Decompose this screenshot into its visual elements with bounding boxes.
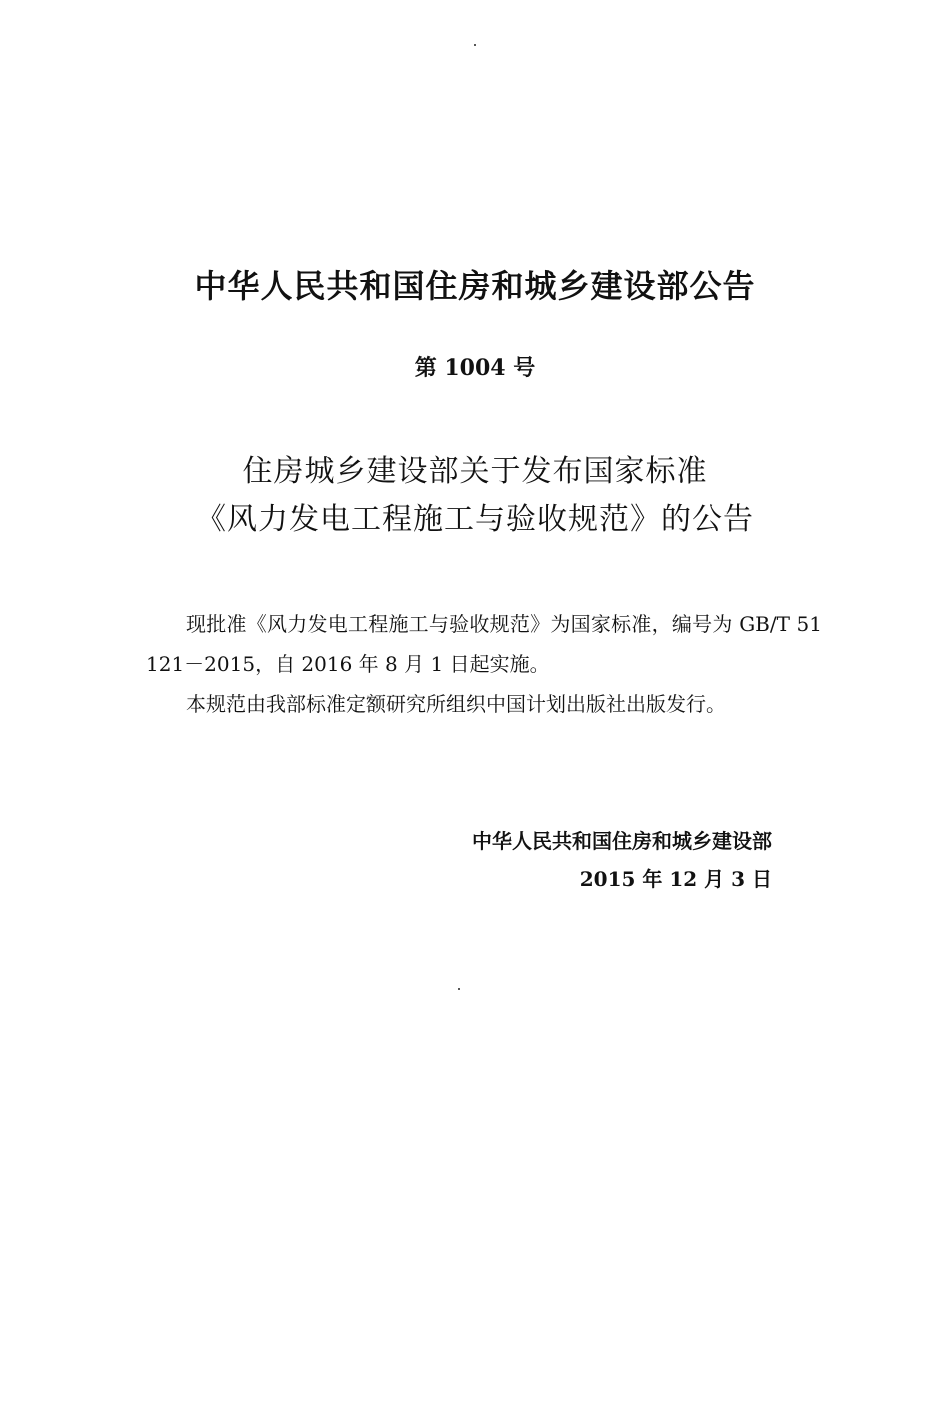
announcement-number: 第 1004 号 xyxy=(414,355,536,381)
announcement-body xyxy=(146,604,822,724)
scan-speck-bottom xyxy=(458,988,460,990)
scan-speck-top xyxy=(474,44,476,46)
body-paragraph-1: 现批准《风力发电工程施工与验收规范》为国家标准，编号为 GB/T 51121－2015，自 2016 年 8 月 1 日起实施。 xyxy=(146,612,822,676)
signature-block xyxy=(472,822,772,898)
subject-line-1: 住房城乡建设部关于发布国家标准 xyxy=(242,454,708,489)
announcement-header: 中华人民共和国住房和城乡建设部公告 xyxy=(194,267,756,305)
body-paragraph-2: 本规范由我部标准定额研究所组织中国计划出版社出版发行。 xyxy=(186,692,726,716)
issuer-name: 中华人民共和国住房和城乡建设部 xyxy=(472,829,772,853)
announcement-subject xyxy=(0,448,950,544)
issue-date: 2015 年 12 月 3 日 xyxy=(579,867,772,891)
subject-line-2: 《风力发电工程施工与验收规范》的公告 xyxy=(196,502,754,537)
